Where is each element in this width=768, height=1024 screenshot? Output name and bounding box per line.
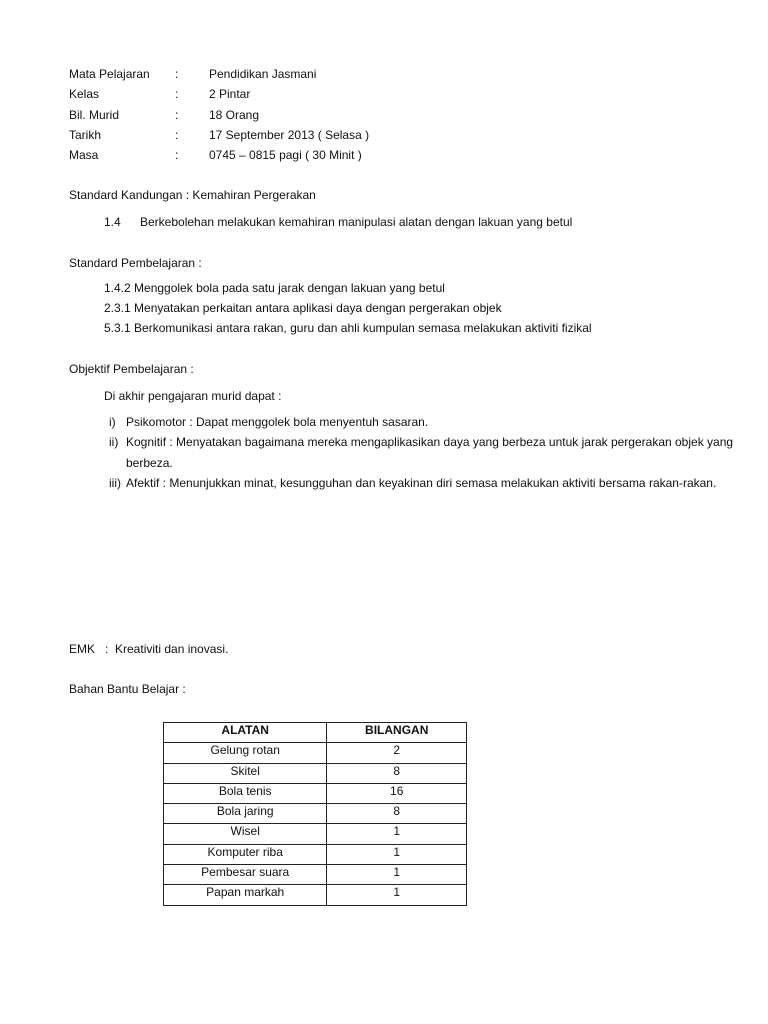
table-cell-item: Pembesar suara (164, 865, 327, 885)
table-row (164, 844, 467, 864)
table-header-row (164, 723, 467, 743)
table-cell-item: Papan markah (164, 885, 327, 905)
standard-pembelajaran-item: 1.4.2 Menggolek bola pada satu jarak dengan lakuan yang betul (104, 281, 445, 295)
standard-kandungan-number: 1.4 (104, 215, 121, 229)
bahan-heading: Bahan Bantu Belajar : (69, 682, 186, 696)
info-value: 18 Orang (209, 107, 260, 122)
info-label: Kelas (69, 87, 100, 102)
objektif-item-text: Psikomotor : Dapat menggolek bola menyentuh sasaran. (126, 415, 429, 429)
table-cell-count: 2 (327, 743, 467, 763)
table-row (164, 824, 467, 844)
table-cell-item: Bola jaring (164, 804, 327, 824)
table-cell-item: Komputer riba (164, 844, 327, 864)
info-colon: : (175, 67, 179, 81)
objektif-item-number: i) (109, 415, 116, 429)
table-row (164, 885, 467, 905)
objektif-item-number: iii) (109, 476, 121, 490)
table-cell-count: 8 (327, 763, 467, 783)
info-label: Tarikh (69, 127, 102, 142)
info-label: Masa (69, 148, 99, 163)
table-cell-item: Gelung rotan (164, 743, 327, 763)
info-value: 17 September 2013 ( Selasa ) (209, 127, 370, 142)
standard-pembelajaran-heading: Standard Pembelajaran : (69, 256, 202, 270)
table-cell-count: 8 (327, 804, 467, 824)
standard-kandungan-text: Berkebolehan melakukan kemahiran manipulasi alatan dengan lakuan yang betul (140, 215, 573, 229)
column-header-bilangan: BILANGAN (327, 723, 467, 743)
table-cell-item: Bola tenis (164, 783, 327, 803)
objektif-item-text: Afektif : Menunjukkan minat, kesungguhan dan keyakinan diri semasa melakukan aktiviti bersama rakan-rakan. (126, 476, 717, 490)
table-row (164, 804, 467, 824)
table-cell-count: 1 (327, 824, 467, 844)
standard-pembelajaran-item: 2.3.1 Menyatakan perkaitan antara aplikasi daya dengan pergerakan objek (104, 301, 502, 315)
objektif-item (109, 414, 428, 430)
table-cell-count: 1 (327, 885, 467, 905)
objektif-intro: Di akhir pengajaran murid dapat : (104, 389, 282, 403)
table-cell-count: 1 (327, 865, 467, 885)
table-row (164, 865, 467, 885)
objektif-item-text: Kognitif : Menyatakan bagaimana mereka mengaplikasikan daya yang berbeza untuk jarak pergerakan objek yang (126, 435, 734, 449)
table-row (164, 743, 467, 763)
info-value: 2 Pintar (209, 87, 251, 102)
objektif-item (109, 434, 733, 450)
info-colon: : (175, 148, 179, 163)
standard-kandungan-heading: Standard Kandungan : Kemahiran Pergerakan (69, 188, 316, 202)
objektif-item-continuation: berbeza. (126, 456, 173, 470)
info-colon: : (175, 127, 179, 142)
info-label: Bil. Murid (69, 107, 120, 122)
info-colon: : (175, 87, 179, 102)
objektif-item-number: ii) (109, 435, 119, 449)
table-cell-count: 1 (327, 844, 467, 864)
objektif-item (109, 475, 716, 491)
table-row (164, 783, 467, 803)
table-cell-count: 16 (327, 783, 467, 803)
column-header-alatan: ALATAN (164, 723, 327, 743)
table-cell-item: Wisel (164, 824, 327, 844)
objektif-heading: Objektif Pembelajaran : (69, 362, 194, 376)
bahan-table (163, 722, 467, 906)
info-value: 0745 – 0815 pagi ( 30 Minit ) (209, 148, 362, 163)
info-colon: : (175, 107, 179, 122)
table-cell-item: Skitel (164, 763, 327, 783)
table-row (164, 763, 467, 783)
info-value: Pendidikan Jasmani (209, 67, 317, 81)
emk-line: EMK : Kreativiti dan inovasi. (69, 642, 229, 656)
standard-pembelajaran-item: 5.3.1 Berkomunikasi antara rakan, guru dan ahli kumpulan semasa melakukan aktiviti fizikal (104, 321, 592, 335)
info-label: Mata Pelajaran (69, 67, 150, 81)
